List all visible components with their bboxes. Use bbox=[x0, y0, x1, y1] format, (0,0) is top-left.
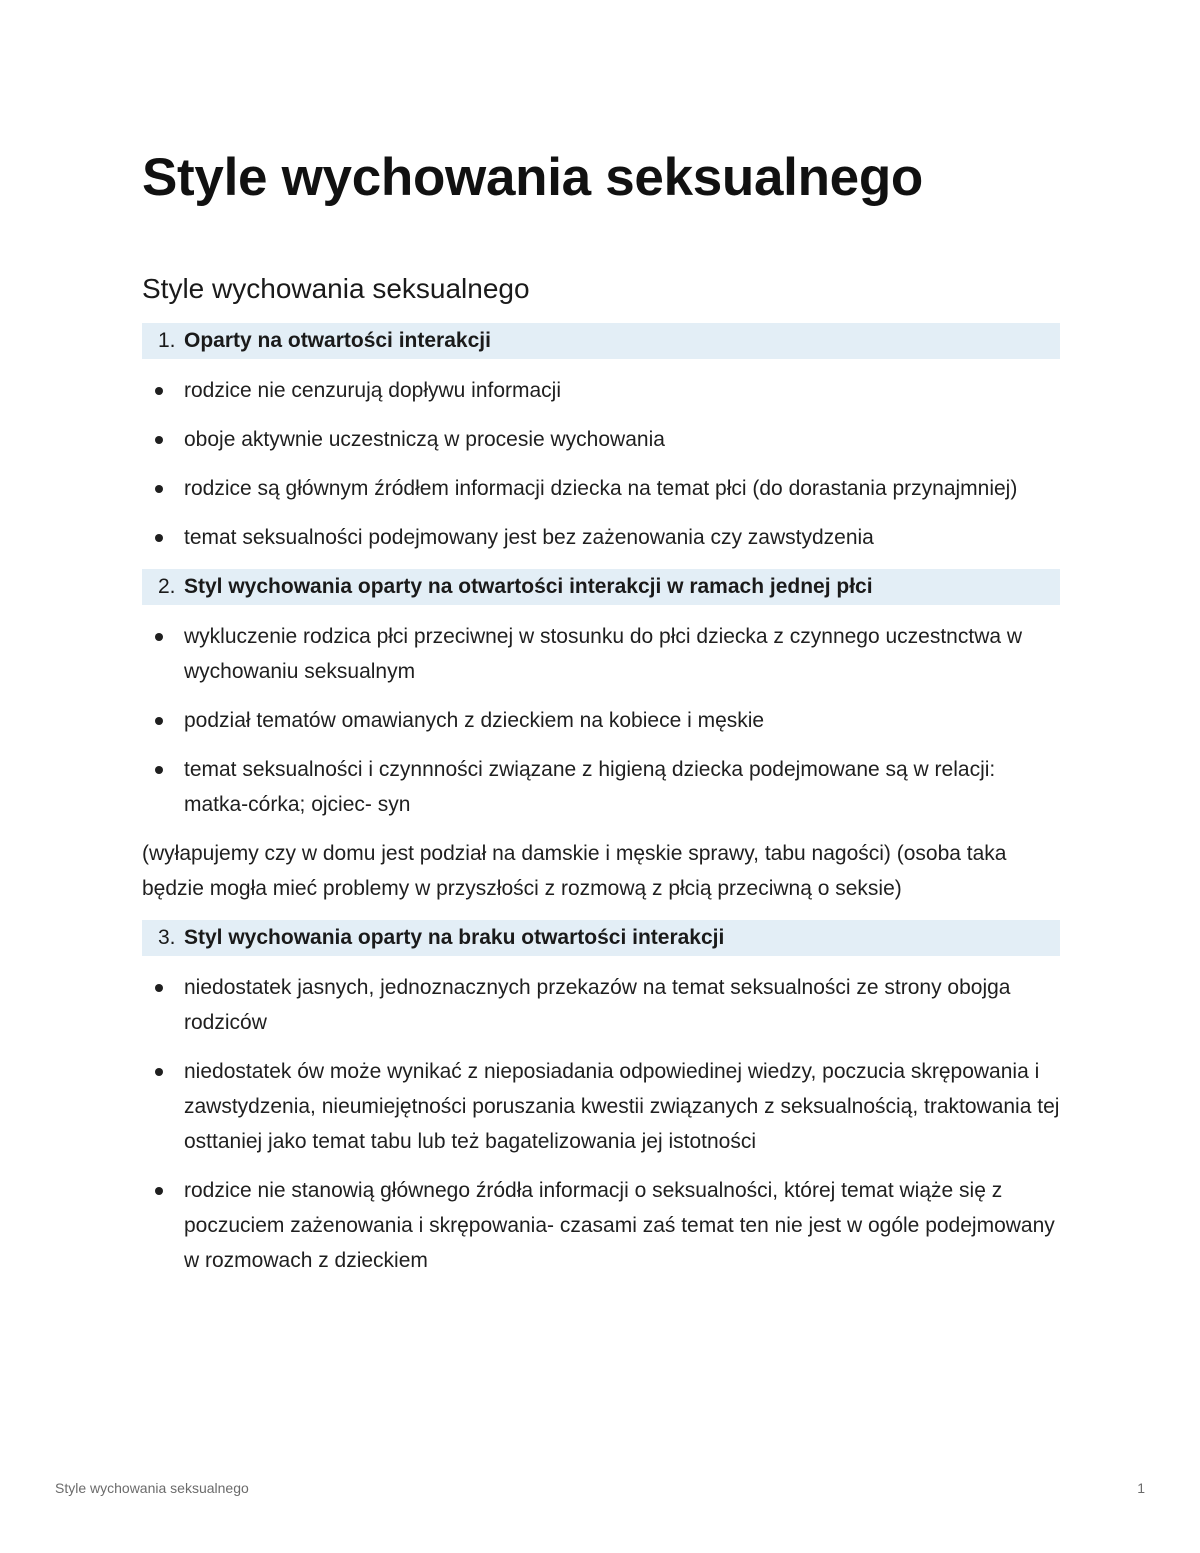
list-item-text: rodzice nie cenzurują dopływu informacji bbox=[184, 379, 562, 402]
page-footer bbox=[55, 1480, 1145, 1496]
list-item bbox=[142, 1173, 1060, 1278]
document-page bbox=[142, 140, 1060, 1278]
list-item-text: temat seksualności i czynnności związane z higieną dziecka podejmowane są w relacji: matka-córka; ojciec- syn bbox=[184, 758, 996, 816]
section-number-1: 1. bbox=[158, 329, 176, 352]
list-item-text: niedostatek ów może wynikać z nieposiadania odpowiedinej wiedzy, poczucia skrępowania i zawstydzenia, nieumiejętności poruszania kwestii związanych z seksualnością, traktowania tej osttaniej jako temat tabu lub też bagatelizowania jej istotności bbox=[184, 1060, 1060, 1153]
section-heading-3 bbox=[142, 920, 1060, 956]
list-item bbox=[142, 970, 1060, 1040]
footer-doc-name: Style wychowania seksualnego bbox=[55, 1480, 249, 1496]
section-heading-2 bbox=[142, 569, 1060, 605]
bullet-icon bbox=[155, 485, 163, 493]
bullet-icon bbox=[155, 633, 163, 641]
bullet-icon bbox=[155, 1187, 163, 1195]
section-heading-3-label: Styl wychowania oparty na braku otwartości interakcji bbox=[184, 926, 725, 949]
page-title: Style wychowania seksualnego bbox=[142, 148, 924, 207]
list-item-text: temat seksualności podejmowany jest bez zażenowania czy zawstydzenia bbox=[184, 526, 874, 549]
section-3-list bbox=[142, 970, 1060, 1278]
section-2-list bbox=[142, 619, 1060, 822]
list-item-text: podział tematów omawianych z dzieckiem na kobiece i męskie bbox=[184, 709, 765, 732]
bullet-icon bbox=[155, 534, 163, 542]
section-number-2: 2. bbox=[158, 575, 176, 598]
section-number-3: 3. bbox=[158, 926, 176, 949]
list-item bbox=[142, 373, 1060, 408]
bullet-icon bbox=[155, 717, 163, 725]
list-item bbox=[142, 619, 1060, 689]
list-item bbox=[142, 471, 1060, 506]
list-item bbox=[142, 520, 1060, 555]
list-item-text: rodzice są głównym źródłem informacji dziecka na temat płci (do dorastania przynajmniej) bbox=[184, 477, 1018, 500]
bullet-icon bbox=[155, 984, 163, 992]
section-heading-2-label: Styl wychowania oparty na otwartości interakcji w ramach jednej płci bbox=[184, 575, 873, 598]
list-item-text: niedostatek jasnych, jednoznacznych przekazów na temat seksualności ze strony obojga rodziców bbox=[184, 976, 1011, 1034]
list-item bbox=[142, 703, 1060, 738]
section-1-list bbox=[142, 373, 1060, 555]
section-2-note: (wyłapujemy czy w domu jest podział na damskie i męskie sprawy, tabu nagości) (osoba taka będzie mogła mieć problemy w przyszłości z rozmową z płcią przeciwną o seksie) bbox=[142, 842, 1007, 900]
list-item bbox=[142, 752, 1060, 822]
bullet-icon bbox=[155, 1068, 163, 1076]
footer-page-number: 1 bbox=[1137, 1480, 1145, 1496]
section-heading-1 bbox=[142, 323, 1060, 359]
bullet-icon bbox=[155, 436, 163, 444]
list-item-text: rodzice nie stanowią głównego źródła informacji o seksualności, której temat wiąże się z poczuciem zażenowania i skrępowania- czasami zaś temat ten nie jest w ogóle podejmowany w rozmowach z dzieckiem bbox=[184, 1179, 1055, 1272]
bullet-icon bbox=[155, 766, 163, 774]
section-subtitle: Style wychowania seksualnego bbox=[142, 273, 530, 304]
list-item bbox=[142, 422, 1060, 457]
list-item-text: oboje aktywnie uczestniczą w procesie wychowania bbox=[184, 428, 665, 451]
section-heading-1-label: Oparty na otwartości interakcji bbox=[184, 329, 491, 352]
list-item bbox=[142, 1054, 1060, 1159]
bullet-icon bbox=[155, 387, 163, 395]
list-item-text: wykluczenie rodzica płci przeciwnej w stosunku do płci dziecka z czynnego uczestnctwa w wychowaniu seksualnym bbox=[184, 625, 1023, 683]
